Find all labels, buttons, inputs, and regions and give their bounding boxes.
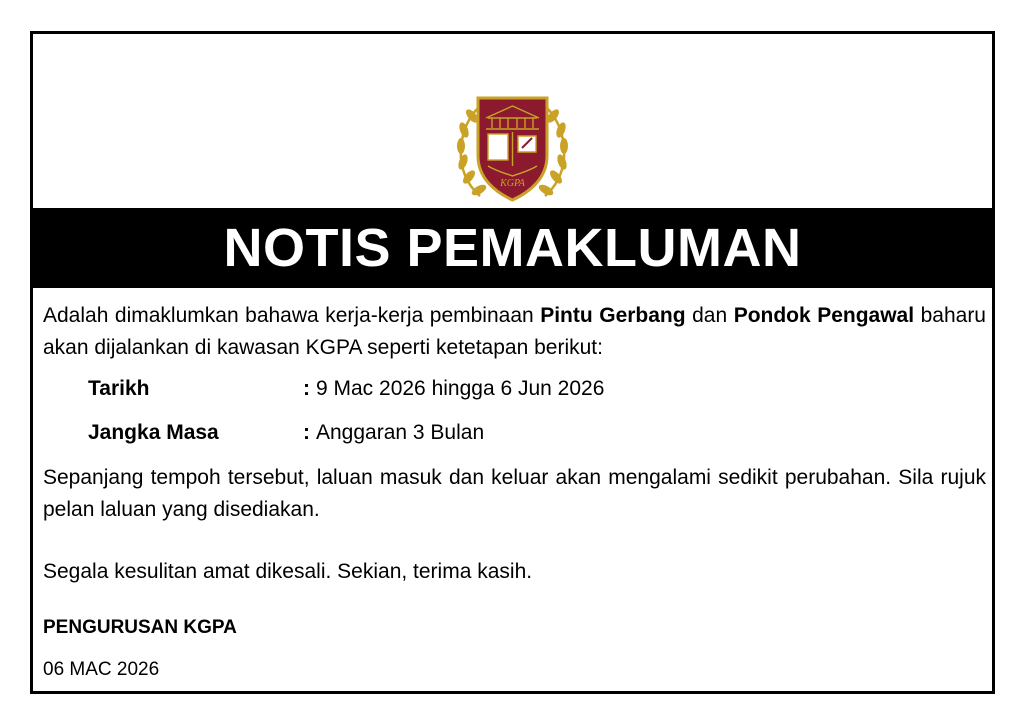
crest-text: KGPA — [500, 178, 525, 189]
signoff: PENGURUSAN KGPA — [43, 617, 237, 638]
detail-label: Tarikh — [88, 377, 150, 400]
notice-body — [43, 300, 986, 686]
notice-date: 06 MAC 2026 — [43, 659, 160, 680]
apology-paragraph: Segala kesulitan amat dikesali. Sekian, terima kasih. — [43, 560, 533, 583]
detail-label: Jangka Masa — [88, 421, 219, 444]
kgpa-crest-logo — [450, 86, 575, 211]
notice-title: NOTIS PEMAKLUMAN — [33, 208, 992, 288]
route-change-paragraph: Sepanjang tempoh tersebut, laluan masuk dan keluar akan mengalami sedikit perubahan. Sila rujuk pelan laluan yang disediakan. — [43, 466, 986, 521]
detail-colon: : — [303, 421, 310, 444]
detail-row-duration — [43, 416, 986, 450]
notice-card — [30, 31, 995, 694]
detail-row-date — [43, 372, 986, 406]
detail-colon: : — [303, 377, 310, 400]
intro-paragraph: Adalah dimaklumkan bahawa kerja-kerja pembinaan Pintu Gerbang dan Pondok Pengawal baharu akan dijalankan di kawasan KGPA seperti ketetapan berikut: — [43, 304, 986, 359]
detail-value: Anggaran 3 Bulan — [316, 421, 485, 444]
detail-value: 9 Mac 2026 hingga 6 Jun 2026 — [316, 377, 605, 400]
